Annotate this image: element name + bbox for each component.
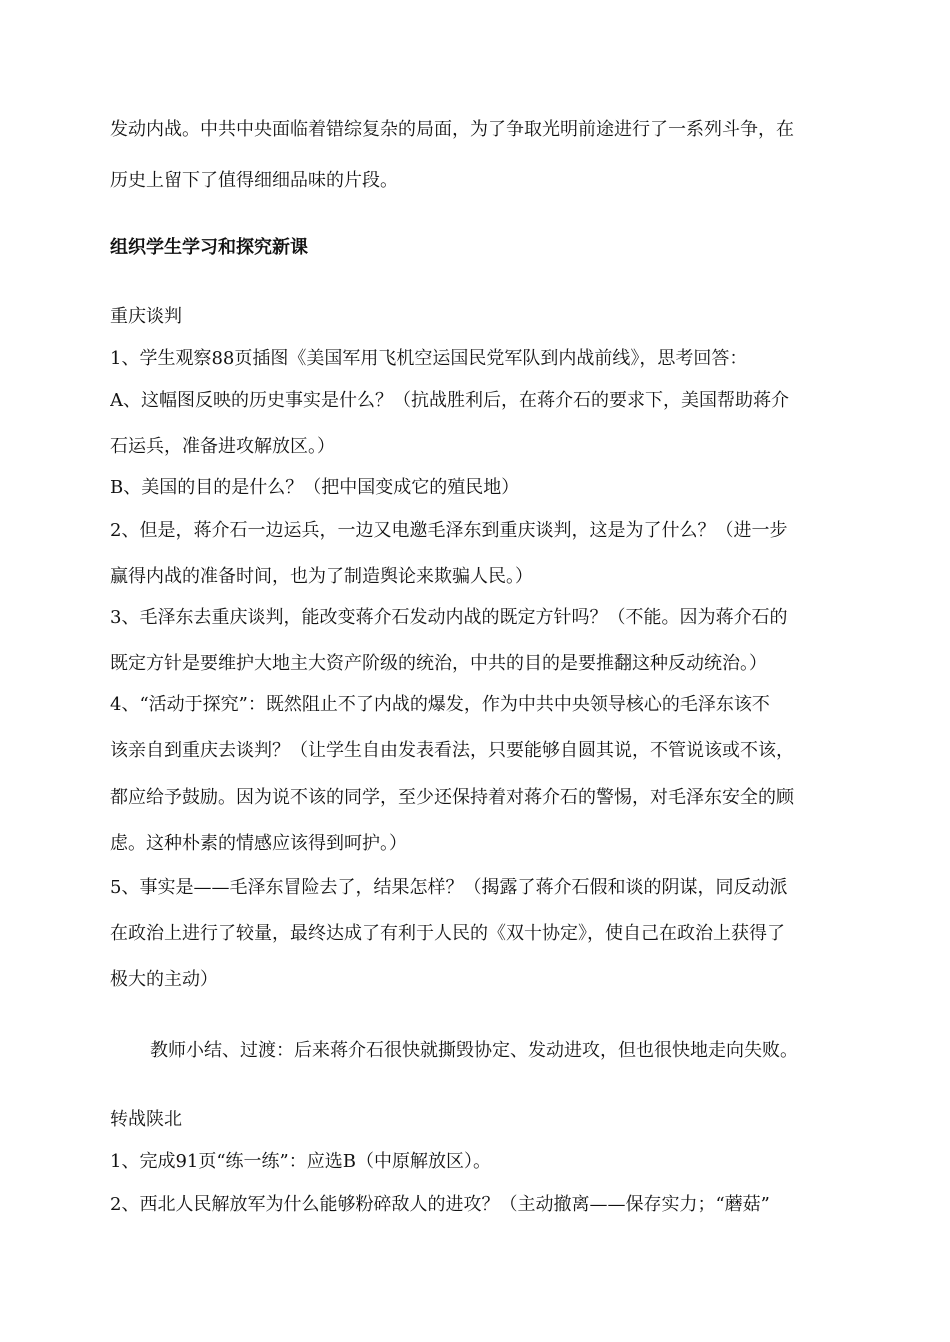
question-5-line: 极大的主动）	[110, 969, 218, 990]
question-4-line: 虑。这种朴素的情感应该得到呵护。）	[110, 833, 407, 854]
answer-a-line: A、这幅图反映的历史事实是什么？（抗战胜利后，在蒋介石的要求下，美国帮助蒋介	[110, 390, 789, 411]
topic-2-question-2: 2、西北人民解放军为什么能够粉碎敌人的进攻？（主动撤离——保存实力；“蘑菇”	[110, 1194, 770, 1215]
question-5-line: 5、事实是——毛泽东冒险去了，结果怎样？（揭露了蒋介石假和谈的阴谋，同反动派	[110, 877, 788, 898]
question-4-line: 该亲自到重庆去谈判？（让学生自由发表看法，只要能够自圆其说，不管说该或不该，	[110, 740, 794, 761]
question-1: 1、学生观察88页插图《美国军用飞机空运国民党军队到内战前线》，思考回答：	[110, 348, 748, 369]
teacher-summary: 教师小结、过渡：后来蒋介石很快就撕毁协定、发动进攻，但也很快地走向失败。	[150, 1040, 798, 1061]
question-4-line: 都应给予鼓励。因为说不该的同学，至少还保持着对蒋介石的警惕，对毛泽东安全的顾	[110, 787, 794, 808]
answer-b: B、美国的目的是什么？（把中国变成它的殖民地）	[110, 477, 520, 498]
question-3-line: 3、毛泽东去重庆谈判，能改变蒋介石发动内战的既定方针吗？（不能。因为蒋介石的	[110, 607, 788, 628]
question-4-line: 4、“活动于探究”：既然阻止不了内战的爆发，作为中共中央领导核心的毛泽东该不	[110, 694, 770, 715]
question-5-line: 在政治上进行了较量，最终达成了有利于人民的《双十协定》，使自己在政治上获得了	[110, 923, 785, 944]
question-3-line: 既定方针是要维护大地主大资产阶级的统治，中共的目的是要推翻这种反动统治。）	[110, 653, 767, 674]
intro-paragraph-line: 历史上留下了值得细细品味的片段。	[110, 170, 398, 191]
intro-paragraph-line: 发动内战。中共中央面临着错综复杂的局面，为了争取光明前途进行了一系列斗争，在	[110, 119, 794, 140]
question-2-line: 赢得内战的准备时间，也为了制造舆论来欺骗人民。）	[110, 566, 533, 587]
topic-title-shaanbei: 转战陕北	[110, 1109, 182, 1130]
question-2-line: 2、但是，蒋介石一边运兵，一边又电邀毛泽东到重庆谈判，这是为了什么？（进一步	[110, 520, 788, 541]
topic-2-question-1: 1、完成91页“练一练”：应选B（中原解放区）。	[110, 1151, 491, 1172]
answer-a-line: 石运兵，准备进攻解放区。）	[110, 436, 335, 457]
section-heading: 组织学生学习和探究新课	[110, 237, 308, 258]
topic-title-chongqing: 重庆谈判	[110, 306, 182, 327]
